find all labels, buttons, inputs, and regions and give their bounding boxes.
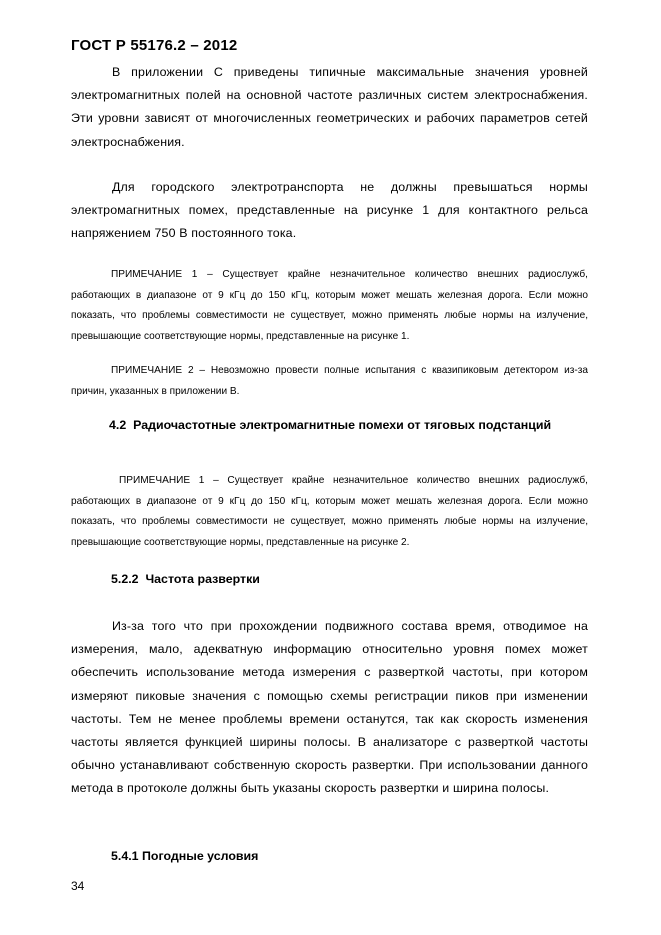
paragraph-sweep-frequency: Из-за того что при прохождении подвижного состава время, отводимое на измерения, мало, адекватную информацию относительно уровня помех может обеспечить использование метода измерения с разверткой частоты, при котором измеряют пиковые значения с помощью схемы регистрации пиков при изменении частоты. Тем не менее проблемы времени останутся, так как скорость изменения частоты является функцией ширины полосы. В анализаторе с разверткой частоты обычно устанавливают собственную скорость развертки. При использовании данного метода в протоколе должны быть указаны скорость развертки и ширина полосы. [71, 619, 588, 796]
section-title: Радиочастотные электромагнитные помехи от тяговых подстанций [133, 418, 552, 432]
section-number: 4.2 [109, 418, 127, 432]
section-number: 5.2.2 [111, 572, 139, 586]
section-heading-5-2-2 [71, 568, 588, 592]
document-header: ГОСТ Р 55176.2 – 2012 [71, 37, 238, 54]
section-heading-4-2 [71, 414, 588, 438]
section-heading-5-4-1 [71, 845, 588, 869]
note-2: ПРИМЕЧАНИЕ 2 – Невозможно провести полные испытания с квазипиковым детектором из-за причин, указанных в приложении В. [71, 365, 588, 397]
note-1-figure-2: ПРИМЕЧАНИЕ 1 – Существует крайне незначительное количество внешних радиослужб, работающих в диапазоне от 9 кГц до 150 кГц, которым может мешать железная дорога. Если можно показать, что проблемы совместимости не существует, можно применять любые нормы на излучение, превышающие соответствующие нормы, представленные на рисунке 2. [71, 475, 588, 548]
paragraph-annex-c: В приложении С приведены типичные максимальные значения уровней электромагнитных полей на основной частоте различных систем электроснабжения. Эти уровни зависят от многочисленных геометрических и рабочих параметров сетей электроснабжения. [71, 65, 588, 149]
note-1-figure-1: ПРИМЕЧАНИЕ 1 – Существует крайне незначительное количество внешних радиослужб, работающих в диапазоне от 9 кГц до 150 кГц, которым может мешать железная дорога. Если можно показать, что проблемы совместимости не существует, можно применять любые нормы на излучение, превышающие соответствующие нормы, представленные на рисунке 1. [71, 269, 588, 342]
page-number: 34 [71, 879, 85, 893]
section-number: 5.4.1 [111, 849, 139, 863]
paragraph-urban-transport: Для городского электротранспорта не должны превышаться нормы электромагнитных помех, представленные на рисунке 1 для контактного рельса напряжением 750 В постоянного тока. [71, 180, 588, 241]
section-title: Частота развертки [145, 572, 260, 586]
section-title: Погодные условия [142, 849, 259, 863]
